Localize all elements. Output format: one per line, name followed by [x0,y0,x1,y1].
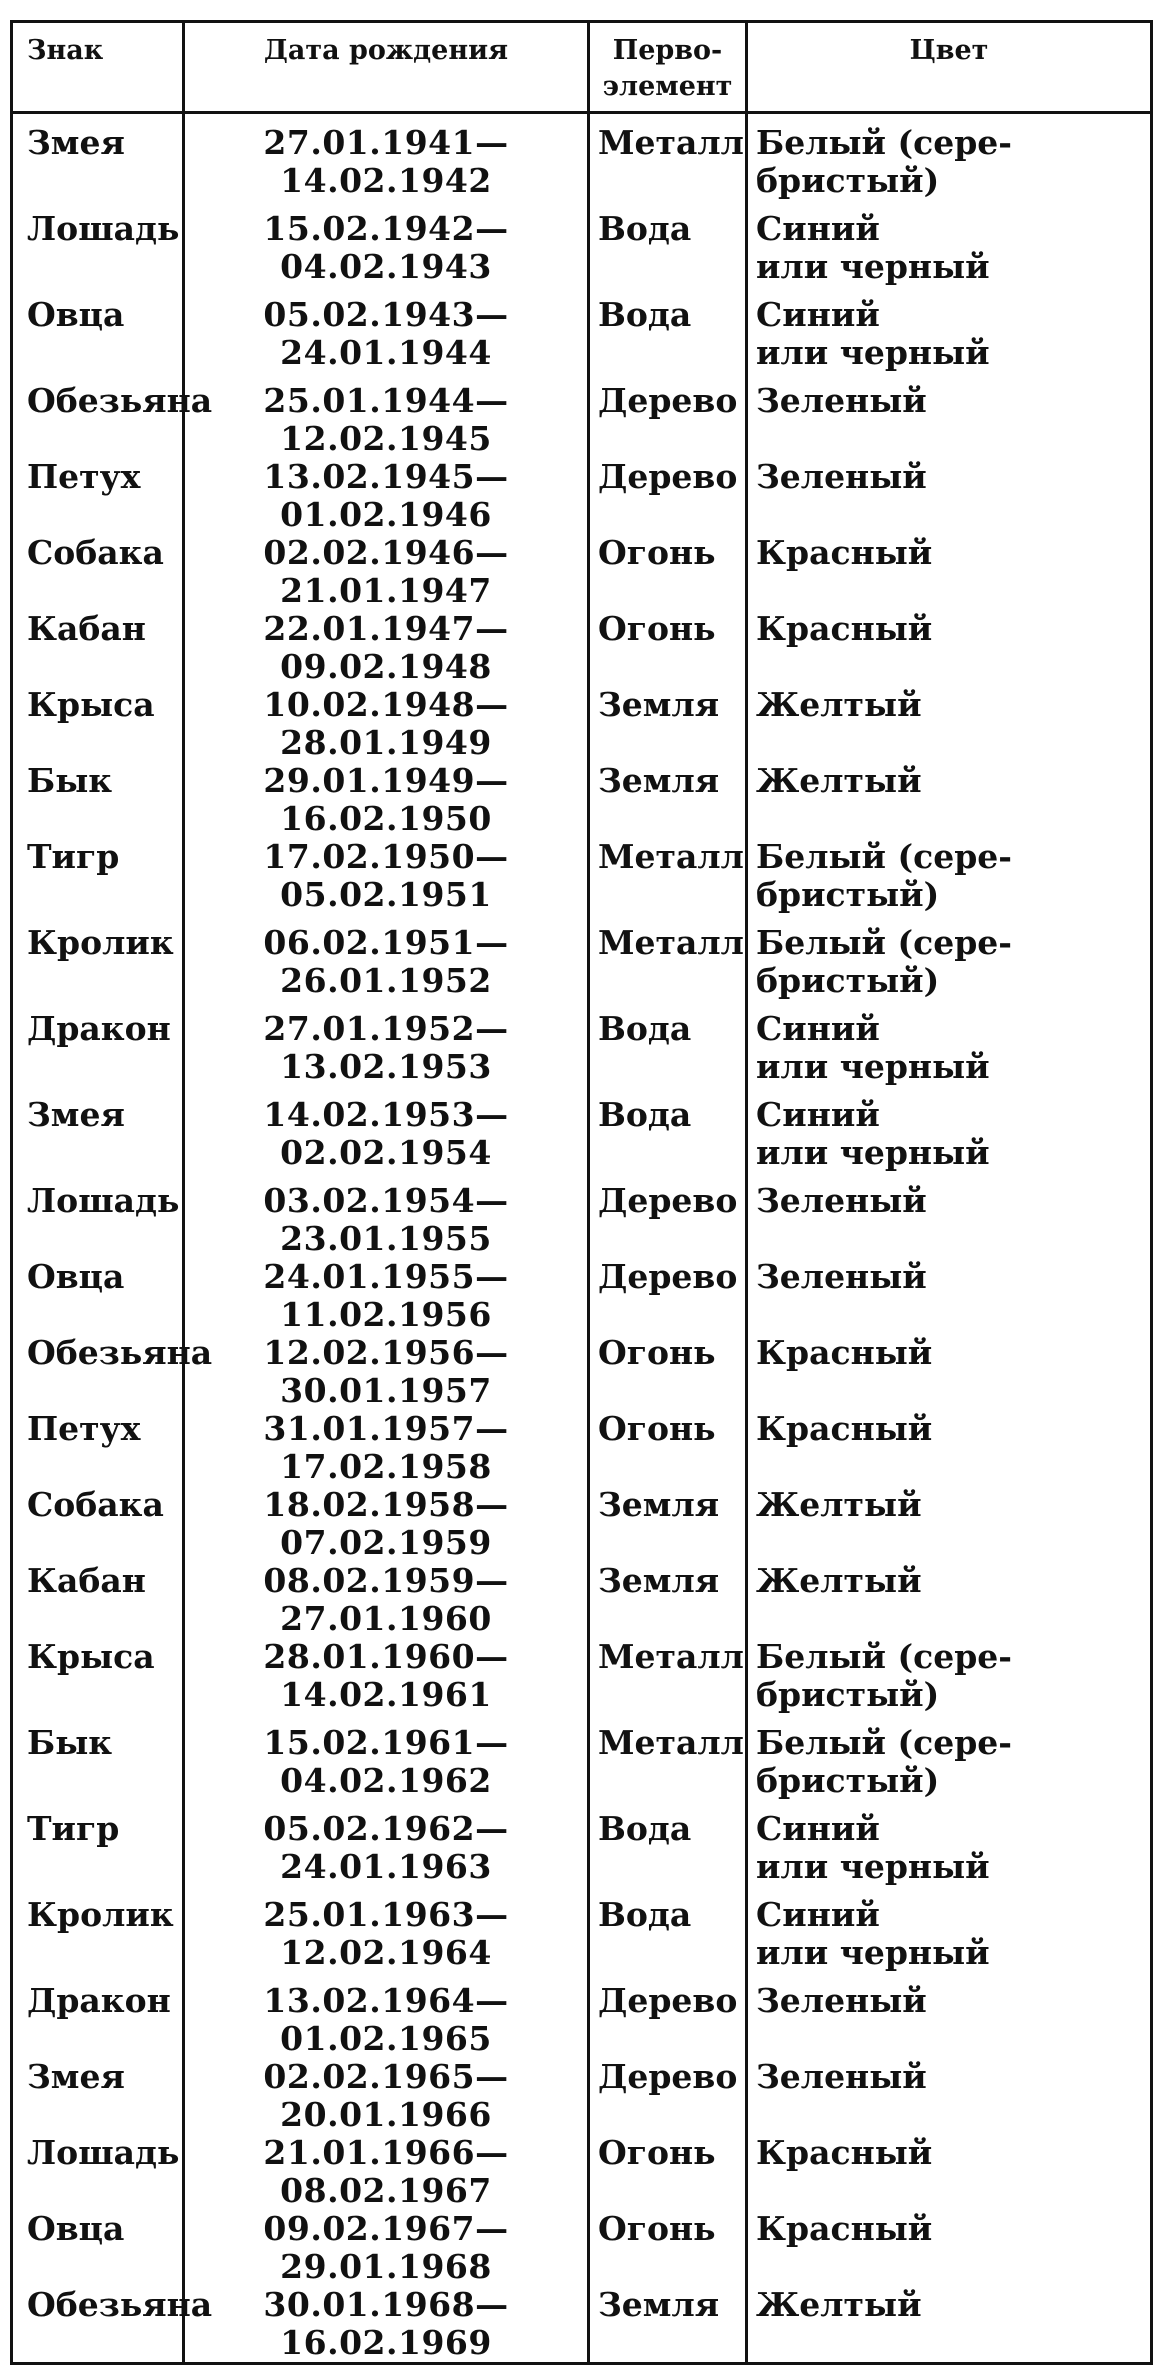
cell-birth-date: 08.02.1959—27.01.1960 [184,1562,589,1638]
zodiac-table [10,20,1153,2365]
cell-color: Красный [747,2134,1152,2210]
cell-birth-date: 03.02.1954—23.01.1955 [184,1182,589,1258]
cell-element: Вода [589,1810,747,1896]
cell-element: Металл [589,1638,747,1724]
cell-sign: Змея [27,123,125,162]
cell-sign: Лошадь [27,2133,180,2172]
cell-sign: Обезьяна [27,381,213,420]
cell-element: Огонь [589,1334,747,1410]
cell-birth-date: 30.01.1968—16.02.1969 [184,2286,589,2364]
cell-color: Желтый [747,1486,1152,1562]
cell-color: Синий или черный [747,210,1152,296]
cell-birth-date: 05.02.1962—24.01.1963 [184,1810,589,1896]
header-sign: Знак [12,22,184,113]
cell-color: Желтый [747,686,1152,762]
cell-color: Синий или черный [747,1096,1152,1182]
cell-sign: Обезьяна [27,2285,213,2324]
cell-sign: Овца [27,1257,125,1296]
cell-color: Красный [747,1410,1152,1486]
cell-color: Белый (сере- бристый) [747,924,1152,1010]
cell-element: Металл [589,113,747,211]
table-row [12,113,1152,211]
cell-sign: Кролик [27,923,174,962]
cell-element: Земля [589,1486,747,1562]
cell-element: Металл [589,1724,747,1810]
cell-element: Дерево [589,382,747,458]
cell-sign: Крыса [27,685,155,724]
cell-element: Вода [589,296,747,382]
header-birth-date: Дата рождения [184,22,589,113]
table-row [12,2286,1152,2364]
table-row [12,610,1152,686]
table-row [12,1182,1152,1258]
cell-birth-date: 25.01.1944—12.02.1945 [184,382,589,458]
cell-birth-date: 09.02.1967—29.01.1968 [184,2210,589,2286]
table-row [12,2134,1152,2210]
cell-birth-date: 22.01.1947—09.02.1948 [184,610,589,686]
cell-element: Земля [589,2286,747,2364]
table-header-row [12,22,1152,113]
cell-sign: Овца [27,295,125,334]
cell-sign: Дракон [27,1981,171,2020]
cell-color: Желтый [747,1562,1152,1638]
cell-color: Белый (сере- бристый) [747,1724,1152,1810]
table-row [12,1096,1152,1182]
cell-element: Дерево [589,2058,747,2134]
cell-color: Красный [747,1334,1152,1410]
table-row [12,458,1152,534]
cell-sign: Бык [27,761,113,800]
table-row [12,762,1152,838]
table-row [12,210,1152,296]
table-row [12,1724,1152,1810]
cell-color: Зеленый [747,382,1152,458]
cell-element: Вода [589,1896,747,1982]
table-row [12,2210,1152,2286]
cell-birth-date: 02.02.1965—20.01.1966 [184,2058,589,2134]
cell-element: Дерево [589,1182,747,1258]
table-row [12,1334,1152,1410]
cell-element: Огонь [589,2210,747,2286]
cell-color: Зеленый [747,458,1152,534]
table-row [12,2058,1152,2134]
table-row [12,924,1152,1010]
cell-birth-date: 29.01.1949—16.02.1950 [184,762,589,838]
cell-sign: Петух [27,457,141,496]
cell-sign: Кабан [27,609,146,648]
cell-color: Желтый [747,762,1152,838]
cell-birth-date: 27.01.1952—13.02.1953 [184,1010,589,1096]
cell-element: Огонь [589,2134,747,2210]
cell-element: Земля [589,686,747,762]
cell-sign: Собака [27,1485,164,1524]
cell-sign: Собака [27,533,164,572]
table-row [12,382,1152,458]
cell-color: Зеленый [747,2058,1152,2134]
cell-birth-date: 18.02.1958—07.02.1959 [184,1486,589,1562]
cell-birth-date: 05.02.1943—24.01.1944 [184,296,589,382]
cell-birth-date: 13.02.1964—01.02.1965 [184,1982,589,2058]
cell-birth-date: 31.01.1957—17.02.1958 [184,1410,589,1486]
cell-element: Дерево [589,1258,747,1334]
cell-sign: Кролик [27,1895,174,1934]
cell-color: Синий или черный [747,1896,1152,1982]
cell-sign: Тигр [27,1809,120,1848]
cell-color: Зеленый [747,1182,1152,1258]
zodiac-table-container [10,20,1150,2362]
table-row [12,1810,1152,1896]
cell-sign: Бык [27,1723,113,1762]
cell-color: Белый (сере- бристый) [747,838,1152,924]
cell-sign: Крыса [27,1637,155,1676]
cell-sign: Змея [27,1095,125,1134]
cell-color: Синий или черный [747,296,1152,382]
cell-element: Вода [589,210,747,296]
table-row [12,1010,1152,1096]
cell-element: Вода [589,1096,747,1182]
cell-sign: Дракон [27,1009,171,1048]
cell-birth-date: 21.01.1966—08.02.1967 [184,2134,589,2210]
cell-sign: Кабан [27,1561,146,1600]
cell-birth-date: 15.02.1942—04.02.1943 [184,210,589,296]
cell-birth-date: 10.02.1948—28.01.1949 [184,686,589,762]
cell-birth-date: 12.02.1956—30.01.1957 [184,1334,589,1410]
cell-sign: Обезьяна [27,1333,213,1372]
cell-birth-date: 17.02.1950—05.02.1951 [184,838,589,924]
cell-color: Зеленый [747,1258,1152,1334]
cell-element: Металл [589,838,747,924]
table-row [12,534,1152,610]
cell-birth-date: 27.01.1941—14.02.1942 [184,113,589,211]
table-row [12,838,1152,924]
cell-color: Красный [747,534,1152,610]
cell-birth-date: 02.02.1946—21.01.1947 [184,534,589,610]
cell-element: Огонь [589,534,747,610]
header-element: Перво- элемент [589,22,747,113]
cell-birth-date: 24.01.1955—11.02.1956 [184,1258,589,1334]
table-row [12,686,1152,762]
cell-birth-date: 25.01.1963—12.02.1964 [184,1896,589,1982]
cell-birth-date: 13.02.1945—01.02.1946 [184,458,589,534]
cell-color: Зеленый [747,1982,1152,2058]
table-row [12,296,1152,382]
cell-sign: Овца [27,2209,125,2248]
cell-birth-date: 15.02.1961—04.02.1962 [184,1724,589,1810]
cell-color: Красный [747,610,1152,686]
table-row [12,1638,1152,1724]
cell-birth-date: 28.01.1960—14.02.1961 [184,1638,589,1724]
cell-sign: Лошадь [27,1181,180,1220]
cell-element: Дерево [589,458,747,534]
cell-color: Белый (сере- бристый) [747,113,1152,211]
table-row [12,1562,1152,1638]
header-color: Цвет [747,22,1152,113]
cell-color: Красный [747,2210,1152,2286]
cell-element: Вода [589,1010,747,1096]
table-row [12,1896,1152,1982]
cell-element: Огонь [589,1410,747,1486]
cell-sign: Лошадь [27,209,180,248]
cell-color: Синий или черный [747,1010,1152,1096]
table-row [12,1410,1152,1486]
cell-birth-date: 14.02.1953—02.02.1954 [184,1096,589,1182]
cell-color: Белый (сере- бристый) [747,1638,1152,1724]
cell-element: Металл [589,924,747,1010]
cell-sign: Змея [27,2057,125,2096]
cell-color: Синий или черный [747,1810,1152,1896]
cell-birth-date: 06.02.1951—26.01.1952 [184,924,589,1010]
cell-sign: Тигр [27,837,120,876]
cell-element: Земля [589,762,747,838]
cell-element: Земля [589,1562,747,1638]
cell-element: Огонь [589,610,747,686]
cell-sign: Петух [27,1409,141,1448]
cell-element: Дерево [589,1982,747,2058]
table-row [12,1486,1152,1562]
table-body [12,113,1152,2364]
cell-color: Желтый [747,2286,1152,2364]
table-row [12,1982,1152,2058]
table-row [12,1258,1152,1334]
